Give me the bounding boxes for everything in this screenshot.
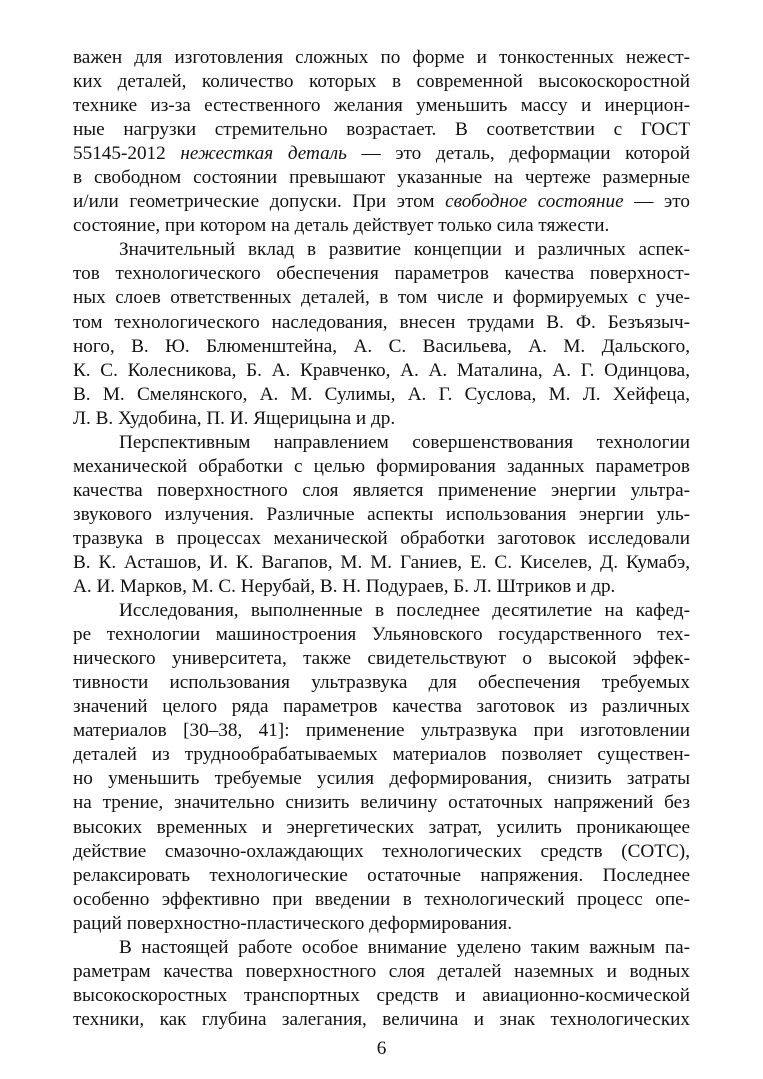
text-line [73,190,690,214]
text-segment: тразвука в процессах механической обработки заготовок исследовали [73,527,690,549]
text-line [73,455,690,479]
text-segment: Значительный вклад в развитие концепции и различных аспек- [119,239,690,261]
text-segment: А. И. Марков, М. С. Нерубай, В. Н. Подураев, Б. Л. Штриков и др. [73,576,616,598]
text-segment: 55145-2012 [73,143,181,165]
text-line [73,647,690,671]
text-segment: в свободном состоянии превышают указанные на чертеже размерные [73,167,690,189]
text-segment: высоких временных и энергетических затрат, усилить проникающее [73,816,690,838]
paragraph [73,936,690,1032]
italic-term: нежесткая деталь [180,143,347,165]
text-segment: ные нагрузки стремительно возрастает. В соответствии с ГОСТ [73,119,690,141]
text-segment: действие смазочно-охлаждающих технологических средств (СОТС), [73,840,690,862]
text-segment: особенно эффективно при введении в технологический процесс опе- [73,888,690,910]
text-segment: ных слоев ответственных деталей, в том числе и формируемых с уче- [73,287,690,309]
text-segment: технике из-за естественного желания уменьшить массу и инерцион- [73,95,690,117]
text-line [73,575,690,599]
text-line [73,840,690,864]
text-segment: том технологического наследования, внесен трудами В. Ф. Безъязыч- [73,311,690,333]
text-line [73,551,690,575]
text-line [73,1008,690,1032]
italic-term: свободное состояние [445,191,624,213]
text-segment: тивности использования ультразвука для обеспечения требуемых [73,672,690,694]
text-segment: материалов [30–38, 41]: применение ультразвука при изготовлении [73,720,690,742]
text-line [73,503,690,527]
text-line [73,864,690,888]
text-segment: Перспективным направлением совершенствования технологии [119,431,690,453]
text-line [73,984,690,1008]
text-segment: нического университета, также свидетельствуют о высокой эффек- [73,648,690,670]
text-segment: техники, как глубина залегания, величина и знак технологических [73,1008,690,1030]
paragraph [73,599,690,936]
text-line [73,936,690,960]
paragraph [73,238,690,430]
text-line [73,286,690,310]
text-line [73,407,690,431]
text-line [73,46,690,70]
text-segment: высокоскоростных транспортных средств и авиационно-космической [73,984,690,1006]
text-segment: на трение, значительно снизить величину остаточных напряжений без [73,792,690,814]
text-segment: ного, В. Ю. Блюменштейна, А. С. Васильева, А. М. Дальского, [73,335,690,357]
text-segment: ких деталей, количество которых в современной высокоскоростной [73,71,690,93]
text-line [73,142,690,166]
text-segment: механической обработки с целью формирования заданных параметров [73,455,690,477]
text-segment: звукового излучения. Различные аспекты использования энергии уль- [73,503,690,525]
text-segment: В. М. Смелянского, А. М. Сулимы, А. Г. Суслова, М. Л. Хейфеца, [73,383,690,405]
text-line [73,431,690,455]
text-segment: ре технологии машиностроения Ульяновского государственного тех- [73,624,690,646]
text-segment: Л. В. Худобина, П. И. Ящерицына и др. [73,407,396,429]
text-line [73,743,690,767]
text-line [73,912,690,936]
text-segment: и/или геометрические допуски. При этом [73,191,446,213]
text-line [73,623,690,647]
text-line [73,335,690,359]
text-line [73,791,690,815]
text-line [73,671,690,695]
text-segment: В настоящей работе особое внимание уделено таким важным па- [119,936,690,958]
text-segment: В. К. Асташов, И. К. Вагапов, М. М. Ганиев, Е. С. Киселев, Д. Кумабэ, [73,551,690,573]
text-line [73,238,690,262]
text-segment: важен для изготовления сложных по форме и тонкостенных нежест- [73,47,690,68]
text-segment: релаксировать технологические остаточные напряжения. Последнее [73,864,690,886]
text-segment: — это [623,191,690,213]
text-line [73,214,690,238]
paragraph [73,431,690,599]
text-line [73,166,690,190]
text-segment: качества поверхностного слоя является применение энергии ультра- [73,479,690,501]
text-line [73,767,690,791]
text-line [73,527,690,551]
text-segment: К. С. Колесникова, Б. А. Кравченко, А. А. Маталина, А. Г. Одинцова, [73,359,690,381]
text-segment: состояние, при котором на деталь действует только сила тяжести. [73,215,610,237]
text-segment: Исследования, выполненные в последнее десятилетие на кафед- [119,600,690,622]
text-line [73,960,690,984]
text-line [73,719,690,743]
text-segment: раметрам качества поверхностного слоя деталей наземных и водных [73,960,690,982]
text-segment: раций поверхностно-пластического деформирования. [73,912,513,934]
text-line [73,816,690,840]
text-line [73,599,690,623]
page-body [73,46,690,1032]
text-line [73,70,690,94]
paragraph [73,46,690,238]
text-segment: тов технологического обеспечения параметров качества поверхност- [73,263,690,285]
text-line [73,479,690,503]
page-number: 6 [376,1038,387,1059]
text-line [73,695,690,719]
text-segment: значений целого ряда параметров качества заготовок из различных [73,696,690,718]
text-line [73,94,690,118]
text-segment: деталей из труднообрабатываемых материалов позволяет существен- [73,744,690,766]
text-segment: — это деталь, деформации которой [346,143,690,165]
text-line [73,311,690,335]
text-line [73,888,690,912]
text-line [73,262,690,286]
text-segment: но уменьшить требуемые усилия деформирования, снизить затраты [73,768,690,790]
text-line [73,383,690,407]
text-line [73,359,690,383]
text-line [73,118,690,142]
